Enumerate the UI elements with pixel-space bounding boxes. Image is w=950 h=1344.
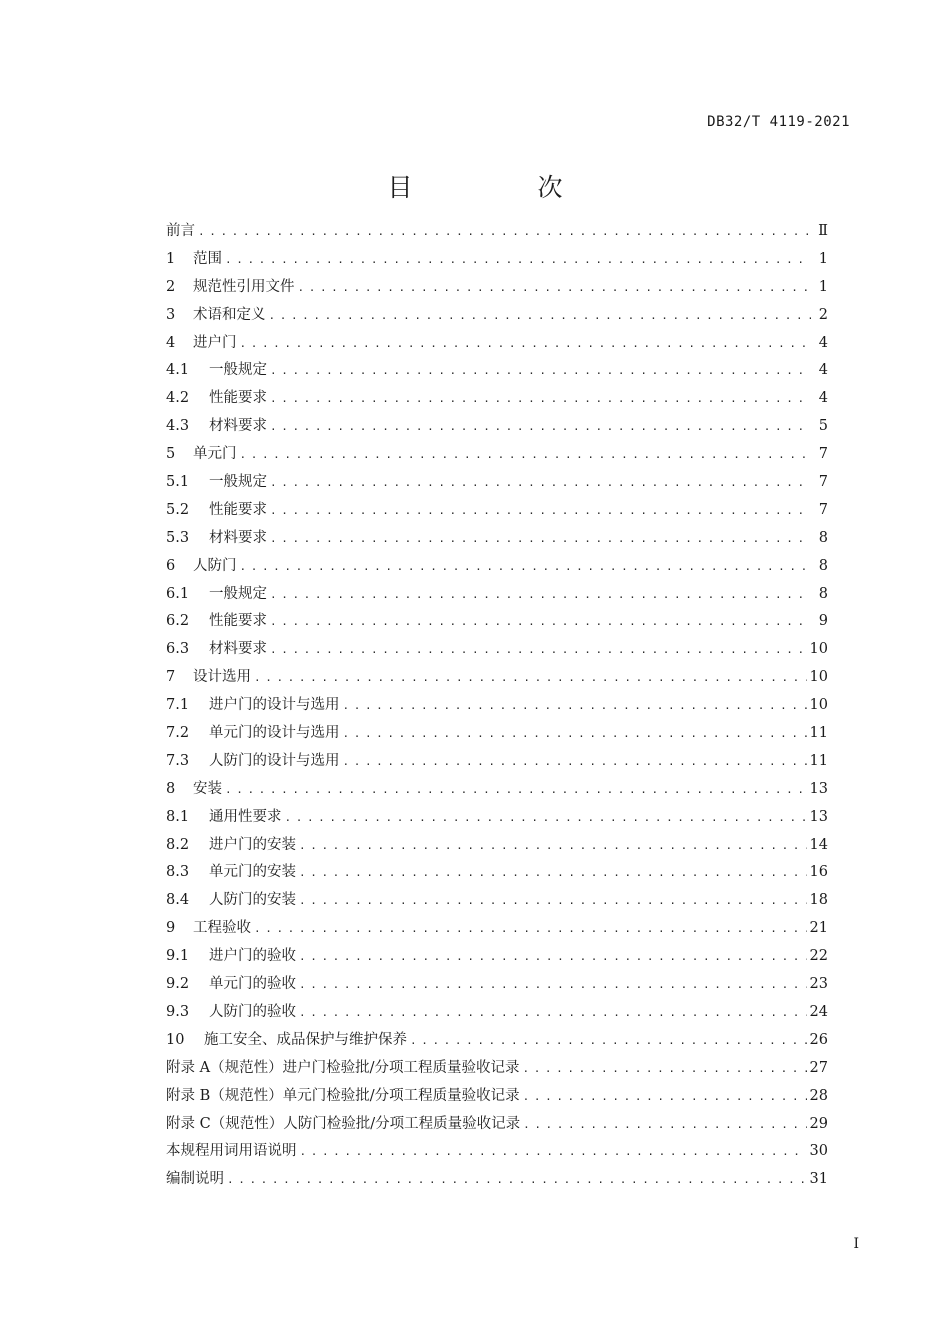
toc-entry-page: 30 [809, 1143, 828, 1160]
toc-entry[interactable] [166, 497, 828, 525]
toc-entry-page: 26 [809, 1031, 828, 1048]
toc-entry-title: 性能要求 [209, 613, 267, 630]
toc-entry-number: 4.2 [166, 390, 190, 407]
toc-entry-title: 单元门的验收 [209, 976, 296, 993]
toc-entry-title: 单元门的安装 [209, 864, 296, 881]
toc-entry-page: 1 [818, 278, 828, 295]
toc-leader-dots [270, 636, 807, 664]
toc-leader-dots [254, 664, 807, 692]
toc-leader-dots [299, 887, 807, 915]
toc-entry[interactable] [166, 720, 828, 748]
toc-entry-title: 本规程用词用语说明 [166, 1143, 297, 1160]
toc-entry-number: 2 [166, 278, 176, 295]
toc-entry-page: 8 [818, 557, 828, 574]
toc-entry-number: 5 [166, 446, 176, 463]
toc-entry[interactable] [166, 915, 828, 943]
toc-entry-title: 进户门的验收 [209, 948, 296, 965]
toc-entry-title: 材料要求 [209, 529, 267, 546]
toc-entry-number: 4.1 [166, 362, 190, 379]
toc-entry-page: 9 [818, 613, 828, 630]
toc-entry-number: 8.2 [166, 836, 190, 853]
toc-entry[interactable] [166, 999, 828, 1027]
toc-entry-page: Ⅱ [818, 223, 828, 239]
toc-entry-title: 范围 [193, 250, 222, 267]
toc-entry-page: 10 [809, 669, 828, 686]
toc-entry-number: 9.3 [166, 1003, 190, 1020]
toc-entry-number: 6.1 [166, 585, 190, 602]
toc-entry-title: 附录 B（规范性）单元门检验批/分项工程质量验收记录 [166, 1087, 520, 1104]
toc-entry[interactable] [166, 246, 828, 274]
toc-entry[interactable] [166, 469, 828, 497]
toc-entry-number: 1 [166, 250, 176, 267]
toc-leader-dots [270, 357, 811, 385]
toc-leader-dots [225, 246, 811, 274]
toc-entry-title: 进户门的安装 [209, 836, 296, 853]
toc-entry[interactable] [166, 1111, 828, 1139]
toc-entry-number: 7 [166, 669, 176, 686]
toc-entry-number: 7.2 [166, 725, 190, 742]
toc-entry[interactable] [166, 385, 828, 413]
toc-entry-page: 10 [809, 641, 828, 658]
toc-entry-page: 8 [818, 529, 828, 546]
toc-entry-page: 11 [809, 752, 828, 769]
toc-entry-number: 10 [166, 1031, 185, 1048]
toc-entry-title: 人防门的验收 [209, 1003, 296, 1020]
toc-entry-title: 单元门 [193, 446, 237, 463]
toc-entry-page: 13 [809, 808, 828, 825]
toc-entry-page: 2 [818, 306, 828, 323]
toc-entry-number: 5.1 [166, 474, 190, 491]
toc-entry[interactable] [166, 1083, 828, 1111]
toc-leader-dots [270, 385, 811, 413]
toc-entry-number: 6.3 [166, 641, 190, 658]
toc-entry[interactable] [166, 413, 828, 441]
toc-leader-dots [299, 859, 807, 887]
toc-entry-title: 材料要求 [209, 418, 267, 435]
toc-leader-dots [299, 999, 807, 1027]
toc-entry-page: 11 [809, 725, 828, 742]
toc-entry[interactable] [166, 553, 828, 581]
toc-leader-dots [410, 1027, 807, 1055]
toc-leader-dots [240, 441, 812, 469]
toc-entry-page: 16 [809, 864, 828, 881]
toc-entry-page: 1 [818, 250, 828, 267]
toc-entry-title: 一般规定 [209, 362, 267, 379]
toc-entry-title: 人防门 [193, 557, 237, 574]
toc-entry-number: 9.2 [166, 976, 190, 993]
toc-entry[interactable] [166, 1027, 828, 1055]
toc-entry-number: 5.3 [166, 529, 190, 546]
toc-entry-number: 8 [166, 780, 176, 797]
toc-entry[interactable] [166, 943, 828, 971]
toc-leader-dots [270, 608, 811, 636]
toc-entry-title: 进户门 [193, 334, 237, 351]
toc-entry[interactable] [166, 776, 828, 804]
toc-entry-page: 5 [818, 418, 828, 435]
toc-leader-dots [269, 302, 812, 330]
toc-entry[interactable] [166, 1166, 828, 1194]
toc-entry-title: 性能要求 [209, 501, 267, 518]
toc-entry-page: 22 [809, 948, 828, 965]
toc-leader-dots [299, 943, 807, 971]
toc-entry-page: 18 [809, 892, 828, 909]
toc-entry-number: 8.4 [166, 892, 190, 909]
toc-leader-dots [270, 525, 811, 553]
toc-entry-page: 8 [818, 585, 828, 602]
toc-entry-number: 4 [166, 334, 176, 351]
toc-leader-dots [343, 692, 807, 720]
toc-entry-number: 5.2 [166, 501, 190, 518]
toc-entry-title: 工程验收 [193, 920, 251, 937]
toc-entry-title: 规范性引用文件 [193, 278, 295, 295]
toc-entry[interactable] [166, 832, 828, 860]
toc-entry[interactable] [166, 1055, 828, 1083]
toc-entry[interactable] [166, 636, 828, 664]
toc-entry[interactable] [166, 581, 828, 609]
toc-leader-dots [523, 1083, 807, 1111]
toc-entry-number: 7.3 [166, 752, 190, 769]
toc-leader-dots [270, 581, 811, 609]
toc-entry-page: 7 [818, 474, 828, 491]
toc-leader-dots [225, 776, 807, 804]
toc-entry-title: 一般规定 [209, 585, 267, 602]
toc-entry[interactable] [166, 971, 828, 999]
table-of-contents [166, 218, 828, 1194]
toc-entry-title: 术语和定义 [193, 306, 266, 323]
toc-entry[interactable] [166, 859, 828, 887]
toc-entry-title: 单元门的设计与选用 [209, 725, 340, 742]
toc-entry-number: 3 [166, 306, 176, 323]
toc-entry-number: 6.2 [166, 613, 190, 630]
toc-entry-number: 9.1 [166, 948, 190, 965]
toc-leader-dots [522, 1055, 806, 1083]
toc-leader-dots [343, 748, 807, 776]
toc-leader-dots [198, 218, 811, 246]
toc-leader-dots [298, 274, 812, 302]
toc-entry-number: 7.1 [166, 697, 190, 714]
toc-leader-dots [270, 413, 811, 441]
toc-entry-title: 附录 A（规范性）进户门检验批/分项工程质量验收记录 [166, 1059, 520, 1076]
toc-entry-title: 一般规定 [209, 474, 267, 491]
toc-entry-title: 编制说明 [166, 1171, 224, 1188]
toc-entry[interactable] [166, 357, 828, 385]
toc-entry-title: 人防门的设计与选用 [209, 752, 340, 769]
toc-leader-dots [270, 469, 811, 497]
toc-entry-title: 附录 C（规范性）人防门检验批/分项工程质量验收记录 [166, 1115, 521, 1132]
toc-entry[interactable] [166, 692, 828, 720]
toc-entry-page: 4 [818, 362, 828, 379]
toc-leader-dots [299, 832, 807, 860]
toc-entry-title: 进户门的设计与选用 [209, 697, 340, 714]
toc-entry[interactable] [166, 664, 828, 692]
toc-entry-number: 6 [166, 557, 176, 574]
toc-entry[interactable] [166, 330, 828, 358]
toc-leader-dots [300, 1138, 807, 1166]
toc-entry[interactable] [166, 887, 828, 915]
toc-leader-dots [270, 497, 811, 525]
toc-entry-page: 7 [818, 446, 828, 463]
toc-entry-title: 设计选用 [193, 669, 251, 686]
toc-entry[interactable] [166, 804, 828, 832]
toc-entry-title: 安装 [193, 780, 222, 797]
toc-entry-title: 前言 [166, 223, 195, 239]
page-number: I [853, 1236, 859, 1252]
toc-entry[interactable] [166, 748, 828, 776]
toc-entry-page: 13 [809, 780, 828, 797]
toc-entry[interactable] [166, 441, 828, 469]
toc-entry[interactable] [166, 525, 828, 553]
toc-entry-page: 28 [809, 1087, 828, 1104]
toc-entry-page: 4 [818, 390, 828, 407]
toc-leader-dots [285, 804, 807, 832]
toc-entry-number: 8.3 [166, 864, 190, 881]
toc-entry-title: 通用性要求 [209, 808, 282, 825]
toc-entry-number: 8.1 [166, 808, 190, 825]
toc-entry-page: 23 [809, 976, 828, 993]
toc-entry-page: 10 [809, 697, 828, 714]
toc-leader-dots [240, 553, 812, 581]
toc-entry-page: 7 [818, 501, 828, 518]
page-title: 目 次 [387, 173, 613, 202]
toc-entry-page: 31 [809, 1171, 828, 1188]
toc-entry[interactable] [166, 608, 828, 636]
toc-entry-title: 性能要求 [209, 390, 267, 407]
toc-leader-dots [240, 330, 812, 358]
toc-entry-page: 21 [809, 920, 828, 937]
toc-entry-title: 人防门的安装 [209, 892, 296, 909]
toc-leader-dots [254, 915, 807, 943]
toc-leader-dots [227, 1166, 807, 1194]
toc-leader-dots [523, 1111, 806, 1139]
toc-entry-title: 施工安全、成品保护与维护保养 [204, 1031, 407, 1048]
toc-entry-title: 材料要求 [209, 641, 267, 658]
toc-entry-page: 29 [809, 1115, 828, 1132]
toc-entry[interactable] [166, 274, 828, 302]
toc-entry-number: 4.3 [166, 418, 190, 435]
toc-entry[interactable] [166, 1138, 828, 1166]
toc-entry-page: 24 [809, 1003, 828, 1020]
toc-entry-page: 27 [809, 1059, 828, 1076]
document-code: DB32/T 4119-2021 [707, 114, 850, 130]
toc-entry-page: 14 [809, 836, 828, 853]
toc-entry[interactable] [166, 218, 828, 246]
toc-entry[interactable] [166, 302, 828, 330]
toc-entry-number: 9 [166, 920, 176, 937]
toc-leader-dots [299, 971, 807, 999]
toc-leader-dots [343, 720, 807, 748]
toc-entry-page: 4 [818, 334, 828, 351]
